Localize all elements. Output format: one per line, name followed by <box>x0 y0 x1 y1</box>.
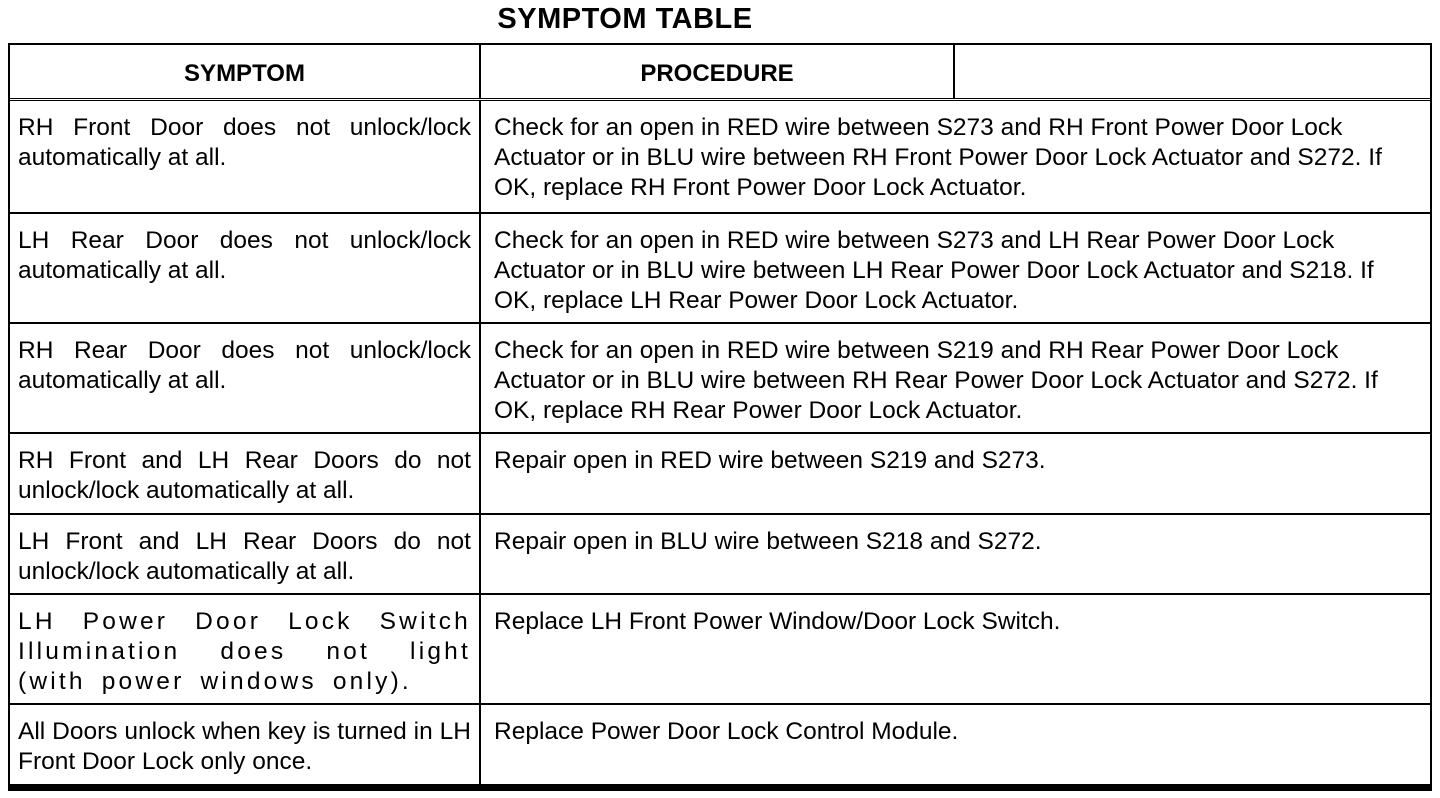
header-symptom: SYMPTOM <box>10 45 481 98</box>
procedure-cell: Check for an open in RED wire between S273 and LH Rear Power Door Lock Actuator or in BLU wire between LH Rear Power Door Lock Actuator and S218. If OK, replace LH Rear Power Door Lock Actuator. <box>481 212 1430 322</box>
table-header-row <box>10 45 1430 101</box>
symptom-cell: All Doors unlock when key is turned in LH Front Door Lock only once. <box>10 703 481 784</box>
symptom-cell: LH Front and LH Rear Doors do not unlock/lock automatically at all. <box>10 513 481 593</box>
symptom-cell: LH Power Door Lock Switch Illumination does not light (with power windows only). <box>10 593 481 703</box>
procedure-cell: Check for an open in RED wire between S219 and RH Rear Power Door Lock Actuator or in BLU wire between RH Rear Power Door Lock Actuator and S272. If OK, replace RH Rear Power Door Lock Actuator. <box>481 322 1430 432</box>
header-blank <box>955 45 1430 98</box>
procedure-cell: Replace Power Door Lock Control Module. <box>481 703 1430 784</box>
procedure-cell: Repair open in BLU wire between S218 and S272. <box>481 513 1430 593</box>
procedure-cell: Check for an open in RED wire between S273 and RH Front Power Door Lock Actuator or in BLU wire between RH Front Power Door Lock Actuator and S272. If OK, replace RH Front Power Door Lock Actuator. <box>481 101 1430 212</box>
procedure-cell: Repair open in RED wire between S219 and S273. <box>481 432 1430 513</box>
table-body <box>10 101 1430 784</box>
symptom-cell: RH Rear Door does not unlock/lock automatically at all. <box>10 322 481 432</box>
header-procedure: PROCEDURE <box>481 45 955 98</box>
symptom-cell: RH Front and LH Rear Doors do not unlock/lock automatically at all. <box>10 432 481 513</box>
symptom-cell: LH Rear Door does not unlock/lock automatically at all. <box>10 212 481 322</box>
page-title: SYMPTOM TABLE <box>497 3 753 35</box>
procedure-cell: Replace LH Front Power Window/Door Lock Switch. <box>481 593 1430 703</box>
symptom-cell: RH Front Door does not unlock/lock automatically at all. <box>10 101 481 212</box>
symptom-table <box>8 43 1432 791</box>
